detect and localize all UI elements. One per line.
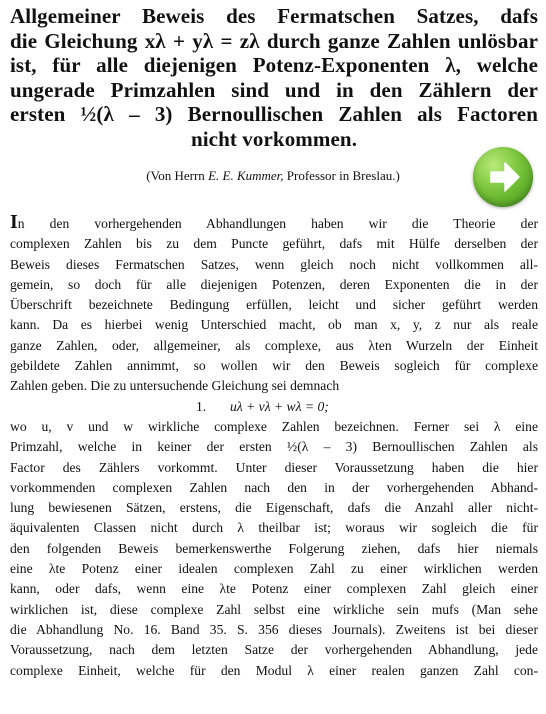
- text-line: Primzahl, welche in keiner der ersten ½(λ – 3) Bernoullischen Zahlen als: [10, 439, 538, 455]
- text-line: In den vorhergehenden Abhandlungen haben wir die Theorie der: [10, 211, 538, 233]
- text-line: Voraussetzung, nach dem letzten Satze der vorhergehenden Abhandlung, jede: [10, 642, 538, 658]
- title-line: nicht vorkommen.: [190, 126, 358, 151]
- title-line: ungerade Primzahlen sind und in den Zählern der: [10, 77, 538, 102]
- text-line: Überschrift bezeichnete Bedingung erfüllen, leicht und sicher geführt werden: [10, 297, 538, 313]
- author-name: E. E. Kummer,: [208, 168, 284, 183]
- right-arrow-icon: [473, 147, 533, 207]
- byline-prefix: (Von Herrn: [146, 168, 209, 183]
- text-line: ganze Zahlen, oder, allgemeiner, als complexe, aus λten Wurzeln der Einheit: [10, 337, 538, 353]
- text-line: wo u, v und w wirkliche complexe Zahlen bezeichnen. Ferner sei λ eine: [10, 418, 538, 434]
- text-line: den folgenden Beweis bemerkenswerthe Folgerung ziehen, dafs hier niemals: [10, 540, 538, 556]
- article-title: [10, 4, 538, 152]
- text-line: Beweis dieses Fermatschen Satzes, wenn gleich noch nicht vollkommen all-: [10, 256, 538, 272]
- text-line: Factor des Zählers vorkommt. Unter dieser Voraussetzung haben die hier: [10, 459, 538, 475]
- article-body: [10, 212, 538, 681]
- equation-text: uλ + vλ + wλ = 0;: [230, 398, 329, 414]
- text-line: eine λte Potenz einer idealen complexen Zahl zu einer wirklichen werden: [10, 561, 538, 577]
- text-line: wirklichen ist, diese complexe Zahl selbst eine wirkliche sein mufs (Man sehe: [10, 601, 538, 617]
- title-line: Allgemeiner Beweis des Fermatschen Satzes, dafs: [10, 4, 538, 28]
- text-line: die Abhandlung No. 16. Band 35. S. 356 dieses Journals). Zweitens ist bei dieser: [10, 621, 538, 637]
- equation-1: [10, 397, 538, 417]
- text-line: gebildete Zahlen annimmt, so wollen wir den Beweis sogleich für complexe: [10, 358, 538, 374]
- text-line: complexen Zahlen bis zu dem Puncte geführt, dafs mit Hülfe derselben der: [10, 236, 538, 252]
- text-line: vorkommenden complexen Zahlen nach den in der vorhergehenden Abhand-: [10, 479, 538, 495]
- title-line: ist, für alle diejenigen Potenz-Exponenten λ, welche: [10, 53, 538, 78]
- drop-cap: I: [10, 211, 18, 233]
- title-line: ersten ½(λ – 3) Bernoullischen Zahlen als Factoren: [10, 102, 538, 127]
- byline-suffix: Professor in Breslau.): [283, 168, 400, 183]
- next-page-button[interactable]: [473, 147, 533, 207]
- text-line: lung bewiesenen Sätzen, erstens, die Eigenschaft, dafs die Anzahl aller nicht-: [10, 500, 538, 516]
- equation-number: 1.: [196, 398, 207, 414]
- title-line: die Gleichung xλ + yλ = zλ durch ganze Zahlen unlösbar: [10, 28, 538, 53]
- text-line: äquivalenten Classen nicht durch λ theilbar ist; woraus wir sogleich die für: [10, 520, 538, 536]
- text-line: kann. Da es hierbei wenig Unterschied macht, ob man x, y, z nur als reale: [10, 317, 538, 333]
- text-line: complexe Einheit, welche für den Modul λ einer realen ganzen Zahl con-: [10, 662, 538, 678]
- text-line: Zahlen geben. Die zu untersuchende Gleichung sei demnach: [10, 378, 340, 394]
- text-line: gemein, so doch für alle diejenigen Potenzen, deren Exponenten die in der: [10, 276, 538, 292]
- text-line: kann, oder dafs, wenn eine λte Potenz einer complexen Zahl gleich einer: [10, 581, 538, 597]
- byline: [0, 168, 546, 184]
